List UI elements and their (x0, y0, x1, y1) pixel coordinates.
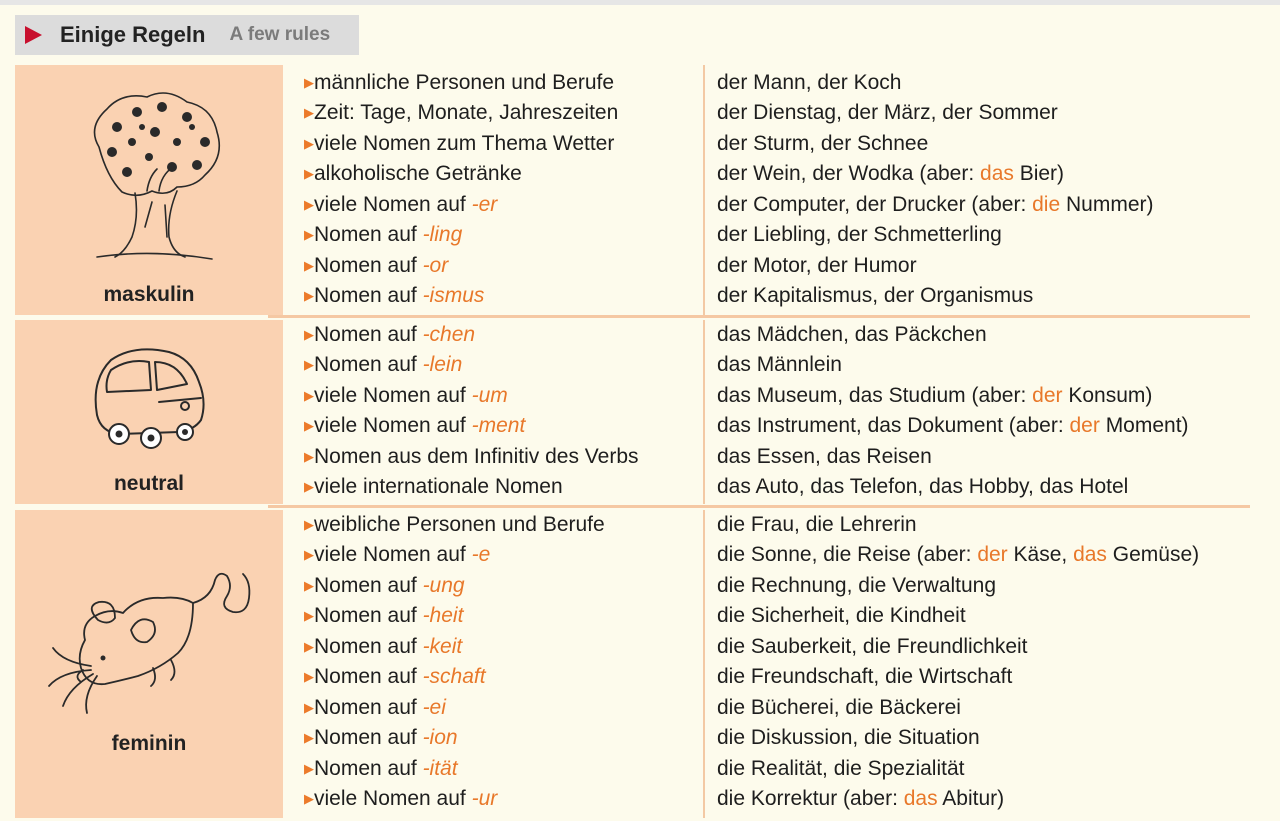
suffix-label: -e (471, 543, 491, 566)
example-segment: Bier) (1013, 162, 1065, 185)
red-triangle-icon (25, 26, 42, 44)
section-neutral (15, 320, 1265, 504)
bullet-icon: ▶ (304, 700, 314, 715)
bullet-icon: ▶ (304, 761, 314, 776)
bullet-icon: ▶ (304, 258, 314, 273)
rule-label: Nomen auf (314, 665, 423, 688)
rule-text (314, 320, 475, 350)
example-text (717, 754, 964, 784)
example-segment: Gemüse) (1106, 543, 1200, 566)
rule-row (283, 411, 1265, 441)
example-segment: die Rechnung, die Verwaltung (717, 574, 997, 597)
exception-article: der (1032, 384, 1063, 407)
exception-article: der (977, 543, 1008, 566)
example-text (717, 98, 1058, 128)
rule-text (314, 350, 462, 380)
rule-row (283, 381, 1265, 411)
rule-text (314, 540, 490, 570)
column-divider (703, 510, 705, 818)
example-text (717, 411, 1189, 441)
example-text (717, 251, 917, 281)
rule-text (314, 662, 486, 692)
example-segment: der Motor, der Humor (717, 254, 917, 277)
example-segment: die Freundschaft, die Wirtschaft (717, 665, 1013, 688)
rule-label: Nomen auf (314, 726, 423, 749)
exception-article: die (1032, 193, 1061, 216)
example-segment: die Realität, die Spezialität (717, 757, 965, 780)
header-subtitle: A few rules (229, 24, 331, 45)
rule-row (283, 754, 1265, 784)
suffix-label: -ung (422, 574, 465, 597)
suffix-label: -lein (422, 353, 463, 376)
gender-label: neutral (113, 472, 184, 495)
example-text (717, 723, 980, 753)
bullet-icon: ▶ (304, 357, 314, 372)
rule-row (283, 510, 1265, 540)
rule-row (283, 190, 1265, 220)
rule-row (283, 662, 1265, 692)
example-text (717, 190, 1154, 220)
exception-article: das (903, 787, 938, 810)
bullet-icon: ▶ (304, 136, 314, 151)
suffix-label: -schaft (422, 665, 486, 688)
example-segment: die Bücherei, die Bäckerei (717, 696, 961, 719)
suffix-label: -keit (422, 635, 463, 658)
rule-label: Nomen auf (314, 223, 423, 246)
example-text (717, 281, 1033, 311)
rule-label: weibliche Personen und Berufe (314, 513, 605, 536)
rule-label: Nomen auf (314, 635, 423, 658)
rule-text (314, 472, 563, 502)
example-segment: die Sauberkeit, die Freundlichkeit (717, 635, 1028, 658)
example-segment: der Computer, der Drucker (aber: (717, 193, 1033, 216)
rule-label: Nomen auf (314, 604, 423, 627)
bullet-icon: ▶ (304, 639, 314, 654)
rule-row (283, 540, 1265, 570)
example-text (717, 601, 966, 631)
suffix-label: -um (471, 384, 508, 407)
bullet-icon: ▶ (304, 449, 314, 464)
rule-label: viele Nomen zum Thema Wetter (314, 132, 615, 155)
top-rule (0, 0, 1280, 5)
rule-row (283, 350, 1265, 380)
example-segment: Käse, (1007, 543, 1074, 566)
example-segment: der Mann, der Koch (717, 71, 902, 94)
rule-text (314, 784, 497, 814)
suffix-label: -heit (422, 604, 464, 627)
rule-row (283, 472, 1265, 502)
exception-article: das (980, 162, 1014, 185)
example-segment: der Wein, der Wodka (aber: (717, 162, 981, 185)
suffix-label: -ion (422, 726, 458, 749)
example-text (717, 68, 901, 98)
bullet-icon: ▶ (304, 791, 314, 806)
rule-text (314, 220, 462, 250)
rule-text (314, 129, 614, 159)
rule-row (283, 320, 1265, 350)
rule-label: Nomen auf (314, 574, 423, 597)
example-text (717, 571, 996, 601)
exception-article: das (1073, 543, 1107, 566)
example-segment: Moment) (1099, 414, 1189, 437)
example-text (717, 510, 917, 540)
rule-row (283, 601, 1265, 631)
suffix-label: -ur (471, 787, 498, 810)
example-text (717, 320, 987, 350)
rule-label: Nomen auf (314, 254, 423, 277)
example-text (717, 442, 932, 472)
gender-label: maskulin (103, 283, 195, 306)
suffix-label: -or (422, 254, 449, 277)
column-divider (703, 320, 705, 504)
rule-label: Nomen auf (314, 696, 423, 719)
section-feminin (15, 510, 1265, 818)
example-text (717, 220, 1002, 250)
rule-text (314, 281, 484, 311)
example-text (717, 129, 928, 159)
rule-label: Nomen auf (314, 353, 423, 376)
example-segment: das Museum, das Studium (aber: (717, 384, 1033, 407)
example-text (717, 159, 1064, 189)
rule-label: Nomen auf (314, 757, 423, 780)
suffix-label: -ling (422, 223, 463, 246)
tree-icon (77, 87, 227, 262)
example-segment: Nummer) (1060, 193, 1154, 216)
rule-row (283, 129, 1265, 159)
example-segment: die Sonne, die Reise (aber: (717, 543, 978, 566)
example-segment: Abitur) (937, 787, 1005, 810)
example-segment: Konsum) (1062, 384, 1153, 407)
bullet-icon: ▶ (304, 388, 314, 403)
suffix-label: -ität (422, 757, 458, 780)
rule-label: Zeit: Tage, Monate, Jahreszeiten (314, 101, 619, 124)
suffix-label: -ment (471, 414, 526, 437)
rule-label: viele Nomen auf (314, 543, 472, 566)
rule-text (314, 693, 446, 723)
suffix-label: -ismus (422, 284, 485, 307)
example-text (717, 350, 842, 380)
example-segment: das Essen, das Reisen (717, 445, 932, 468)
example-segment: der Kapitalismus, der Organismus (717, 284, 1034, 307)
rule-text (314, 754, 458, 784)
rule-label: viele Nomen auf (314, 414, 472, 437)
section-header (15, 15, 359, 55)
example-text (717, 632, 1028, 662)
bullet-icon: ▶ (304, 578, 314, 593)
example-segment: das Auto, das Telefon, das Hobby, das Hotel (717, 475, 1129, 498)
example-segment: die Diskussion, die Situation (717, 726, 980, 749)
rule-text (314, 723, 458, 753)
rule-text (314, 442, 639, 472)
header-title: Einige Regeln (60, 22, 206, 47)
bullet-icon: ▶ (304, 547, 314, 562)
rule-row (283, 68, 1265, 98)
rule-text (314, 98, 618, 128)
bullet-icon: ▶ (304, 288, 314, 303)
rule-text (314, 601, 463, 631)
rule-text (314, 190, 497, 220)
bullet-icon: ▶ (304, 418, 314, 433)
suffix-label: -ei (422, 696, 446, 719)
rule-row (283, 784, 1265, 814)
example-segment: das Männlein (717, 353, 842, 376)
bullet-icon: ▶ (304, 327, 314, 342)
rule-label: Nomen aus dem Infinitiv des Verbs (314, 445, 639, 468)
rule-row (283, 98, 1265, 128)
example-segment: der Liebling, der Schmetterling (717, 223, 1002, 246)
bullet-icon: ▶ (304, 669, 314, 684)
rule-text (314, 632, 462, 662)
suffix-label: -chen (422, 323, 476, 346)
rule-text (314, 251, 448, 281)
example-text (717, 662, 1012, 692)
rule-label: männliche Personen und Berufe (314, 71, 615, 94)
rule-row (283, 220, 1265, 250)
rule-row (283, 159, 1265, 189)
rule-label: Nomen auf (314, 284, 423, 307)
car-icon (89, 340, 214, 450)
rule-row (283, 281, 1265, 311)
row-separator (268, 315, 1250, 318)
suffix-label: -er (471, 193, 498, 216)
rule-label: viele Nomen auf (314, 787, 472, 810)
rule-text (314, 411, 525, 441)
example-text (717, 472, 1128, 502)
gender-label: feminin (111, 732, 187, 755)
example-text (717, 693, 961, 723)
example-segment: die Frau, die Lehrerin (717, 513, 917, 536)
bullet-icon: ▶ (304, 227, 314, 242)
example-segment: der Sturm, der Schnee (717, 132, 929, 155)
rule-label: Nomen auf (314, 323, 423, 346)
row-separator (268, 505, 1250, 508)
column-divider (703, 65, 705, 315)
rule-label: viele Nomen auf (314, 384, 472, 407)
bullet-icon: ▶ (304, 730, 314, 745)
bullet-icon: ▶ (304, 479, 314, 494)
rule-text (314, 510, 605, 540)
bullet-icon: ▶ (304, 105, 314, 120)
rule-label: viele Nomen auf (314, 193, 472, 216)
example-text (717, 381, 1152, 411)
rule-row (283, 632, 1265, 662)
mouse-icon (43, 568, 258, 718)
rule-text (314, 68, 614, 98)
example-segment: das Mädchen, das Päckchen (717, 323, 987, 346)
example-segment: die Korrektur (aber: (717, 787, 904, 810)
bullet-icon: ▶ (304, 517, 314, 532)
example-text (717, 784, 1004, 814)
example-segment: das Instrument, das Dokument (aber: (717, 414, 1070, 437)
rule-label: viele internationale Nomen (314, 475, 563, 498)
rule-text (314, 381, 508, 411)
bullet-icon: ▶ (304, 166, 314, 181)
example-text (717, 540, 1199, 570)
bullet-icon: ▶ (304, 197, 314, 212)
rule-row (283, 723, 1265, 753)
rule-text (314, 571, 465, 601)
exception-article: der (1069, 414, 1100, 437)
rule-row (283, 693, 1265, 723)
rule-row (283, 571, 1265, 601)
example-segment: der Dienstag, der März, der Sommer (717, 101, 1058, 124)
rule-text (314, 159, 522, 189)
rule-row (283, 251, 1265, 281)
example-segment: die Sicherheit, die Kindheit (717, 604, 966, 627)
section-maskulin (15, 65, 1265, 315)
bullet-icon: ▶ (304, 608, 314, 623)
bullet-icon: ▶ (304, 75, 314, 90)
rule-row (283, 442, 1265, 472)
rule-label: alkoholische Getränke (314, 162, 522, 185)
